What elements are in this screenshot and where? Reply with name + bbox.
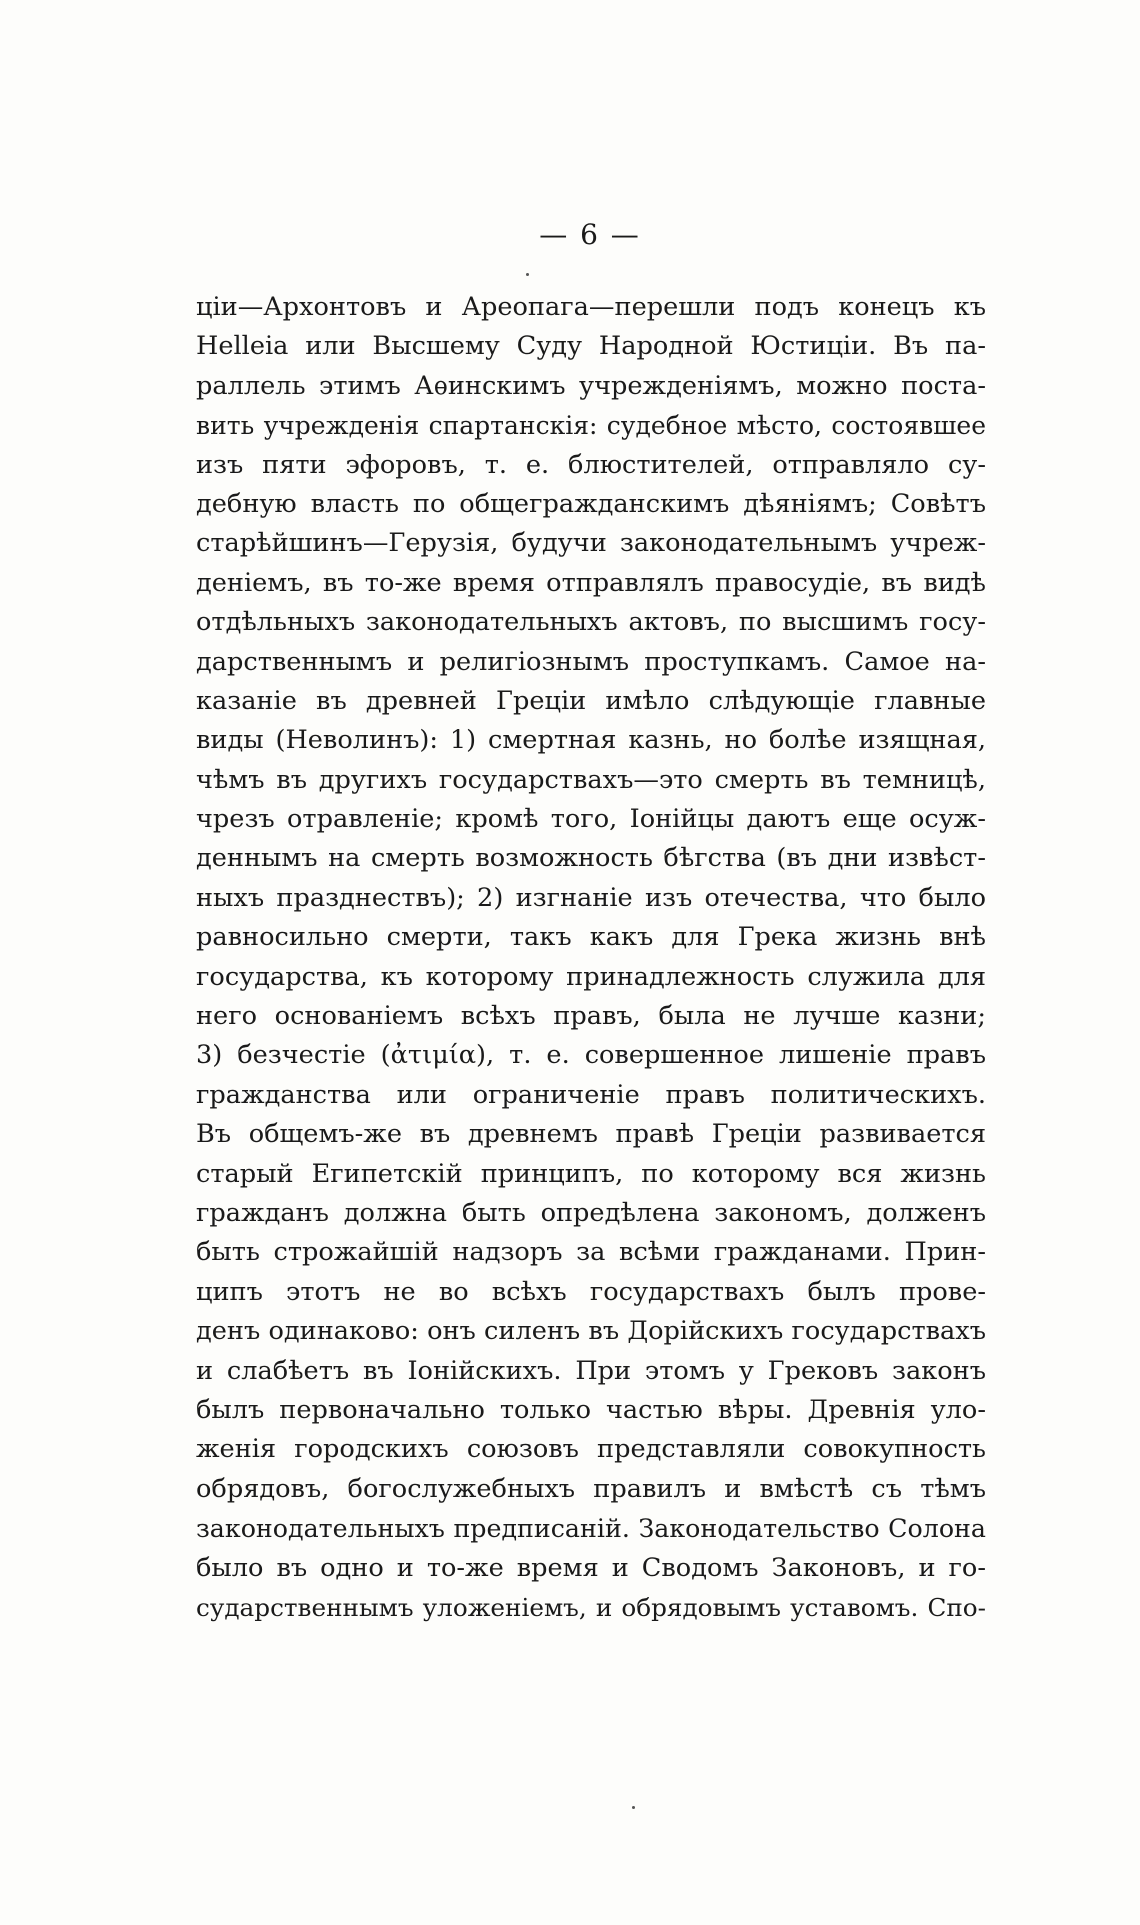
text-line: и слабѣетъ въ Іонійскихъ. При этомъ у Грековъ законъ — [196, 1355, 986, 1386]
text-line: Въ общемъ-же въ древнемъ правѣ Греціи развивается — [196, 1119, 986, 1150]
text-line: 3) безчестіе (ἀτιμία), т. е. совершенное лишеніе правъ — [196, 1040, 986, 1071]
text-line: былъ первоначально только частью вѣры. Древнія уло- — [196, 1394, 986, 1425]
text-line: государства, къ которому принадлежность служила для — [196, 961, 986, 992]
text-line: казаніе въ древней Греціи имѣло слѣдующіе главные — [196, 685, 986, 716]
text-line: денъ одинаково: онъ силенъ въ Дорійскихъ государствахъ — [196, 1316, 986, 1347]
text-line: равносильно смерти, такъ какъ для Грека жизнь внѣ — [196, 922, 986, 953]
text-line: отдѣльныхъ законодательныхъ актовъ, по высшимъ госу- — [196, 607, 986, 638]
text-line: ціи—Архонтовъ и Ареопага—перешли подъ конецъ къ — [196, 292, 986, 322]
text-line: изъ пяти эфоровъ, т. е. блюстителей, отправляло су- — [196, 449, 986, 480]
text-line: гражданства или ограниченіе правъ политическихъ. — [196, 1079, 986, 1110]
text-line: обрядовъ, богослужебныхъ правилъ и вмѣстѣ съ тѣмъ — [196, 1473, 986, 1504]
text-line: чрезъ отравленіе; кромѣ того, Іонійцы даютъ еще осуж- — [196, 804, 986, 835]
text-line: сударственнымъ уложеніемъ, и обрядовымъ уставомъ. Спо- — [196, 1592, 986, 1622]
text-line: деннымъ на смерть возможность бѣгства (въ дни извѣст- — [196, 843, 986, 874]
page-number: — 6 — — [539, 218, 641, 251]
text-line: быть строжайшій надзоръ за всѣми гражданами. Прин- — [196, 1237, 986, 1268]
print-speck — [632, 1806, 635, 1809]
text-line: старый Египетскій принципъ, по которому вся жизнь — [196, 1158, 986, 1189]
text-line: законодательныхъ предписаній. Законодательство Солона — [196, 1514, 986, 1544]
text-line: женія городскихъ союзовъ представляли совокупность — [196, 1434, 986, 1465]
text-line: дарственнымъ и религіознымъ проступкамъ. Самое на- — [196, 646, 986, 677]
text-line: вить учрежденія спартанскія: судебное мѣсто, состоявшее — [196, 411, 986, 441]
text-line: дебную власть по общегражданскимъ дѣяніямъ; Совѣтъ — [196, 488, 986, 519]
text-line: виды (Неволинъ): 1) смертная казнь, но болѣе изящная, — [196, 725, 986, 756]
text-line: деніемъ, въ то-же время отправлялъ правосудіе, въ видѣ — [196, 567, 986, 598]
text-line: было въ одно и то-же время и Сводомъ Законовъ, и го- — [196, 1552, 986, 1583]
text-line: Helleia или Высшему Суду Народной Юстиціи. Въ па- — [196, 331, 986, 362]
text-line: него основаніемъ всѣхъ правъ, была не лучше казни; — [196, 1001, 986, 1032]
text-line: гражданъ должна быть опредѣлена закономъ, долженъ — [196, 1197, 986, 1228]
text-line: ныхъ празднествъ); 2) изгнаніе изъ отечества, что было — [196, 882, 986, 913]
text-line: чѣмъ въ другихъ государствахъ—это смерть въ темницѣ, — [196, 764, 986, 795]
body-text — [196, 288, 986, 1627]
text-line: старѣйшинъ—Герузія, будучи законодательнымъ учреж- — [196, 528, 986, 559]
text-line: раллель этимъ Аѳинскимъ учрежденіямъ, можно поста- — [196, 370, 986, 401]
text-line: ципъ этотъ не во всѣхъ государствахъ былъ прове- — [196, 1276, 986, 1307]
print-speck — [526, 273, 529, 276]
